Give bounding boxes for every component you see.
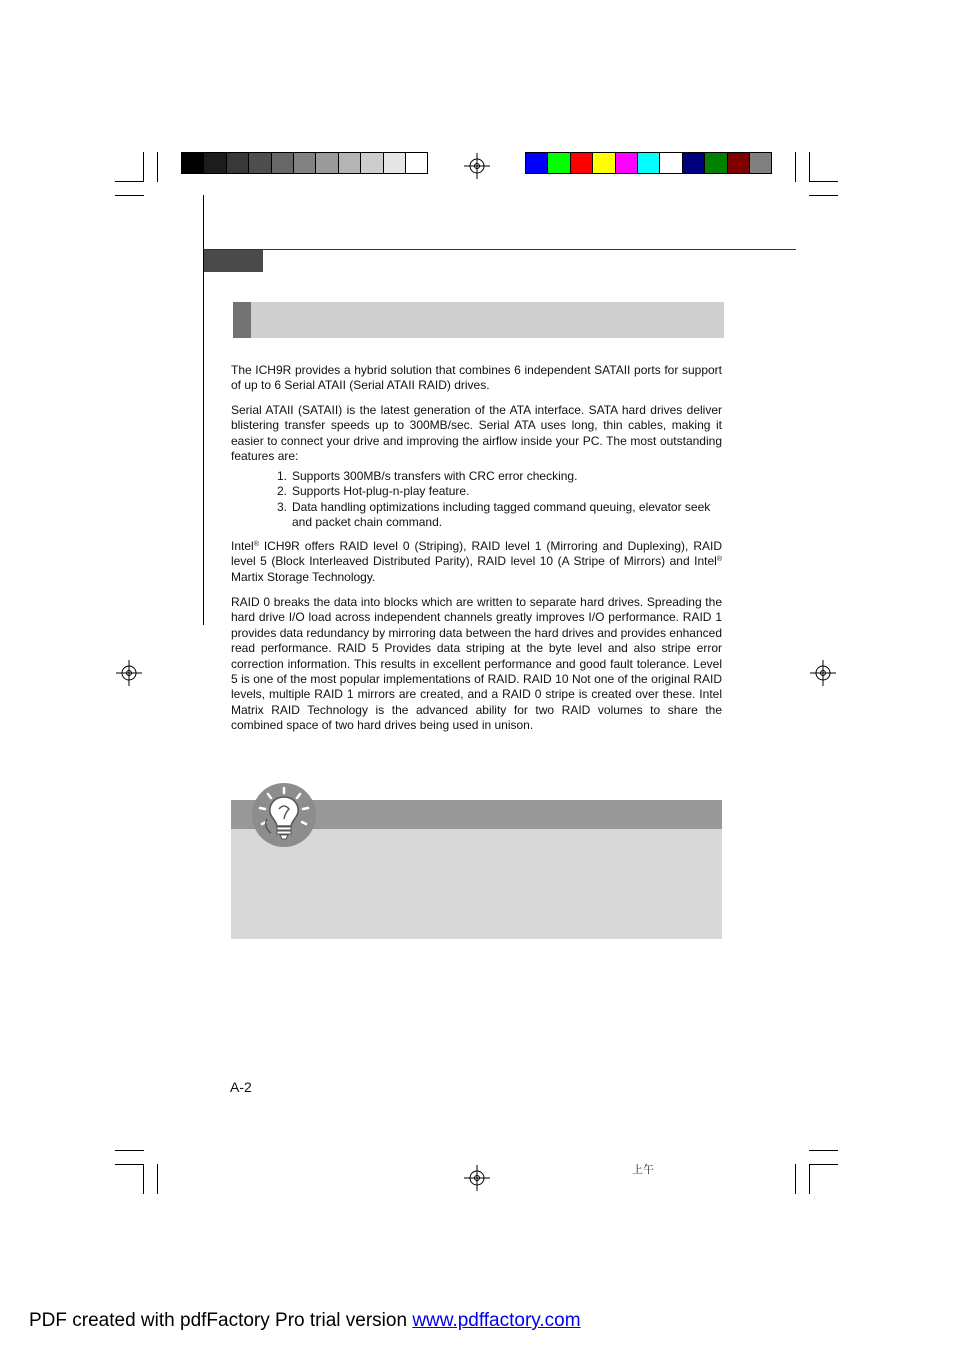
list-item-text: Data handling optimizations including tagged command queuing, elevator seek and packet chain command. [292,499,711,530]
registered-mark: ® [716,556,722,564]
crop-mark [157,152,158,182]
color-swatch [338,152,361,174]
print-time-mark: 上午 [632,1163,654,1176]
raid-intro-paragraph [231,539,722,585]
list-item-number: 1. [277,469,288,483]
raid-details-paragraph [231,595,722,734]
crop-mark [809,195,838,196]
color-swatch [637,152,660,174]
color-swatch [615,152,638,174]
list-item [277,500,722,531]
color-swatch [383,152,406,174]
registration-mark-icon [464,1165,490,1191]
color-swatch [360,152,383,174]
list-item-number: 2. [277,484,288,499]
intro-paragraph [231,363,722,394]
text-run: ICH9R offers RAID level 0 (Striping), RAID level 1 (Mirroring and Duplexing), RAID level 5 (Block Interleaved Distributed Parity), RAID level 10 (A Stripe of Mirrors) and Intel [231,539,722,569]
color-swatch [570,152,593,174]
feature-list [277,469,722,531]
crop-mark [115,195,144,196]
crop-mark [809,1164,838,1165]
color-swatch [203,152,226,174]
color-swatch [405,152,428,174]
color-swatch [547,152,570,174]
footer-text: PDF created with pdfFactory Pro trial version [29,1310,413,1331]
color-swatch [592,152,615,174]
list-item [277,484,722,499]
sata-paragraph [231,403,722,465]
registration-mark-icon [810,660,836,686]
crop-mark [143,1164,144,1194]
paragraph-text [231,539,722,585]
color-swatch [293,152,316,174]
crop-mark [809,1164,810,1194]
paragraph-text: Serial ATAII (SATAII) is the latest generation of the ATA interface. SATA hard drives deliver blistering transfer speeds up to 300MB/sec. Serial ATA uses long, thin cables, making it easier to connect your drive and improving the airflow inside your PC. The most outstanding features are: [231,403,722,464]
list-item [277,469,722,484]
crop-mark [809,152,810,182]
pdf-footer [29,1310,581,1332]
color-swatch [704,152,727,174]
registered-mark: ® [253,541,259,548]
registration-mark-icon [464,153,490,179]
crop-mark [809,181,838,182]
list-item-text: Supports 300MB/s transfers with CRC error checking. [292,469,578,483]
text-run: Intel [231,539,254,553]
crop-mark [115,1150,144,1151]
page-number: A-2 [230,1079,252,1095]
color-swatch [226,152,249,174]
color-swatch [181,152,204,174]
section-title-accent [233,302,251,338]
crop-mark [809,1150,838,1151]
color-swatch [659,152,682,174]
lightbulb-tip-icon [249,779,319,849]
color-swatch [271,152,294,174]
color-swatch [749,152,772,174]
list-item-text: Supports Hot-plug-n-play feature. [292,484,470,499]
chapter-tab [204,250,263,272]
crop-mark [115,1164,144,1165]
color-swatch [315,152,338,174]
crop-mark [157,1164,158,1194]
list-item-number: 3. [277,499,288,514]
color-swatch [525,152,548,174]
color-swatch [727,152,750,174]
crop-mark [143,152,144,182]
paragraph-text: The ICH9R provides a hybrid solution that combines 6 independent SATAII ports for support of up to 6 Serial ATAII (Serial ATAII RAID) drives. [231,363,722,393]
color-swatch [682,152,705,174]
pdffactory-link[interactable]: www.pdffactory.com [412,1310,581,1331]
crop-mark [795,152,796,182]
paragraph-text: RAID 0 breaks the data into blocks which are written to separate hard drives. Spreading the hard drive I/O load across independent channels greatly improves I/O performance. RAID 1 provides data redundancy by mirroring data between the hard drives and provides enhanced read performance. RAID 5 Provides data striping at the byte level and also stripe error correction information. This results in excellent performance and good fault tolerance. Level 5 is one of the most popular implementations of RAID. RAID 10 Not one of the original RAID levels, multiple RAID 1 mirrors are created, and a RAID 0 stripe is created over these. Intel Matrix RAID Technology is the advanced ability for two RAID volumes to share the combined space of two hard drives being used in unison. [231,595,722,733]
crop-mark [115,181,144,182]
registration-mark-icon [116,660,142,686]
color-swatch [248,152,271,174]
text-run: Martix Storage Technology. [231,569,376,584]
crop-mark [795,1164,796,1194]
section-title-bar [233,302,724,338]
page-header-rule [203,249,796,250]
